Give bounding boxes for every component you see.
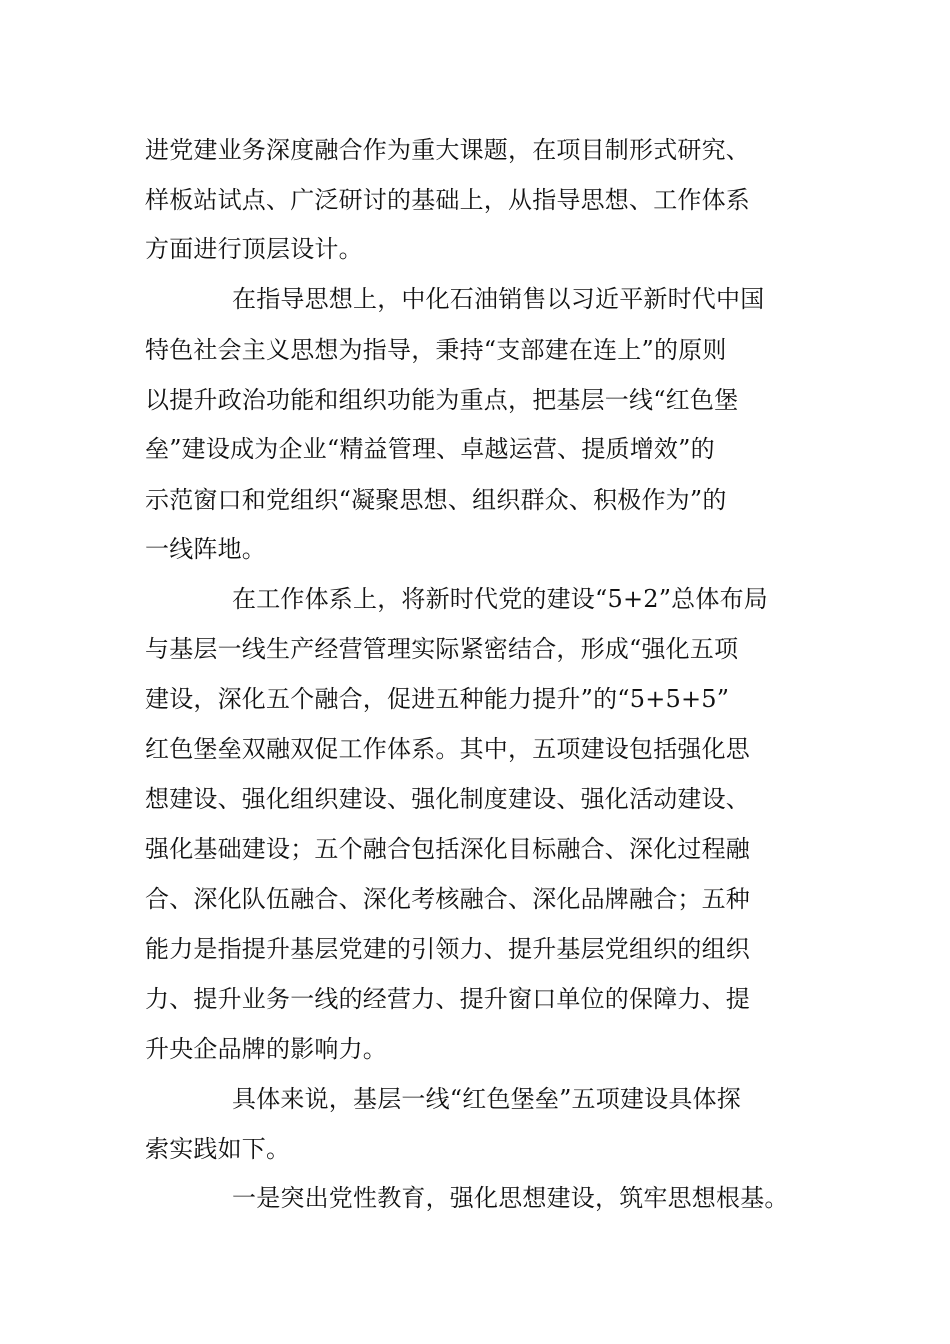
text-line: 合、深化队伍融合、深化考核融合、深化品牌融合；五种	[145, 885, 750, 913]
text-line: 特色社会主义思想为指导，秉持“支部建在连上”的原则	[145, 336, 727, 364]
text-line: 力、提升业务一线的经营力、提升窗口单位的保障力、提	[145, 985, 750, 1013]
paragraph-first-line: 具体来说，基层一线“红色堡垒”五项建设具体探	[232, 1085, 741, 1113]
text-line: 升央企品牌的影响力。	[145, 1035, 387, 1063]
text-line: 方面进行顶层设计。	[145, 235, 363, 263]
text-line: 与基层一线生产经营管理实际紧密结合，形成“强化五项	[145, 635, 739, 663]
text-line: 强化基础建设；五个融合包括深化目标融合、深化过程融	[145, 835, 750, 863]
text-line: 样板站试点、广泛研讨的基础上，从指导思想、工作体系	[145, 186, 750, 214]
text-line: 进党建业务深度融合作为重大课题，在项目制形式研究、	[145, 136, 750, 164]
paragraph-first-line: 在指导思想上，中化石油销售以习近平新时代中国	[232, 285, 765, 313]
text-line: 垒”建设成为企业“精益管理、卓越运营、提质增效”的	[145, 435, 715, 463]
paragraph-first-line: 一是突出党性教育，强化思想建设，筑牢思想根基。	[232, 1184, 789, 1212]
text-line: 红色堡垒双融双促工作体系。其中，五项建设包括强化思	[145, 735, 750, 763]
paragraph-first-line: 在工作体系上，将新时代党的建设“5+2”总体布局	[232, 585, 768, 613]
text-line: 一线阵地。	[145, 535, 266, 563]
text-line: 索实践如下。	[145, 1135, 291, 1163]
text-line: 示范窗口和党组织“凝聚思想、组织群众、积极作为”的	[145, 486, 727, 514]
text-line: 能力是指提升基层党建的引领力、提升基层党组织的组织	[145, 935, 750, 963]
text-line: 想建设、强化组织建设、强化制度建设、强化活动建设、	[145, 785, 750, 813]
text-line: 建设，深化五个融合，促进五种能力提升”的“5+5+5”	[145, 685, 730, 713]
text-line: 以提升政治功能和组织功能为重点，把基层一线“红色堡	[145, 386, 739, 414]
